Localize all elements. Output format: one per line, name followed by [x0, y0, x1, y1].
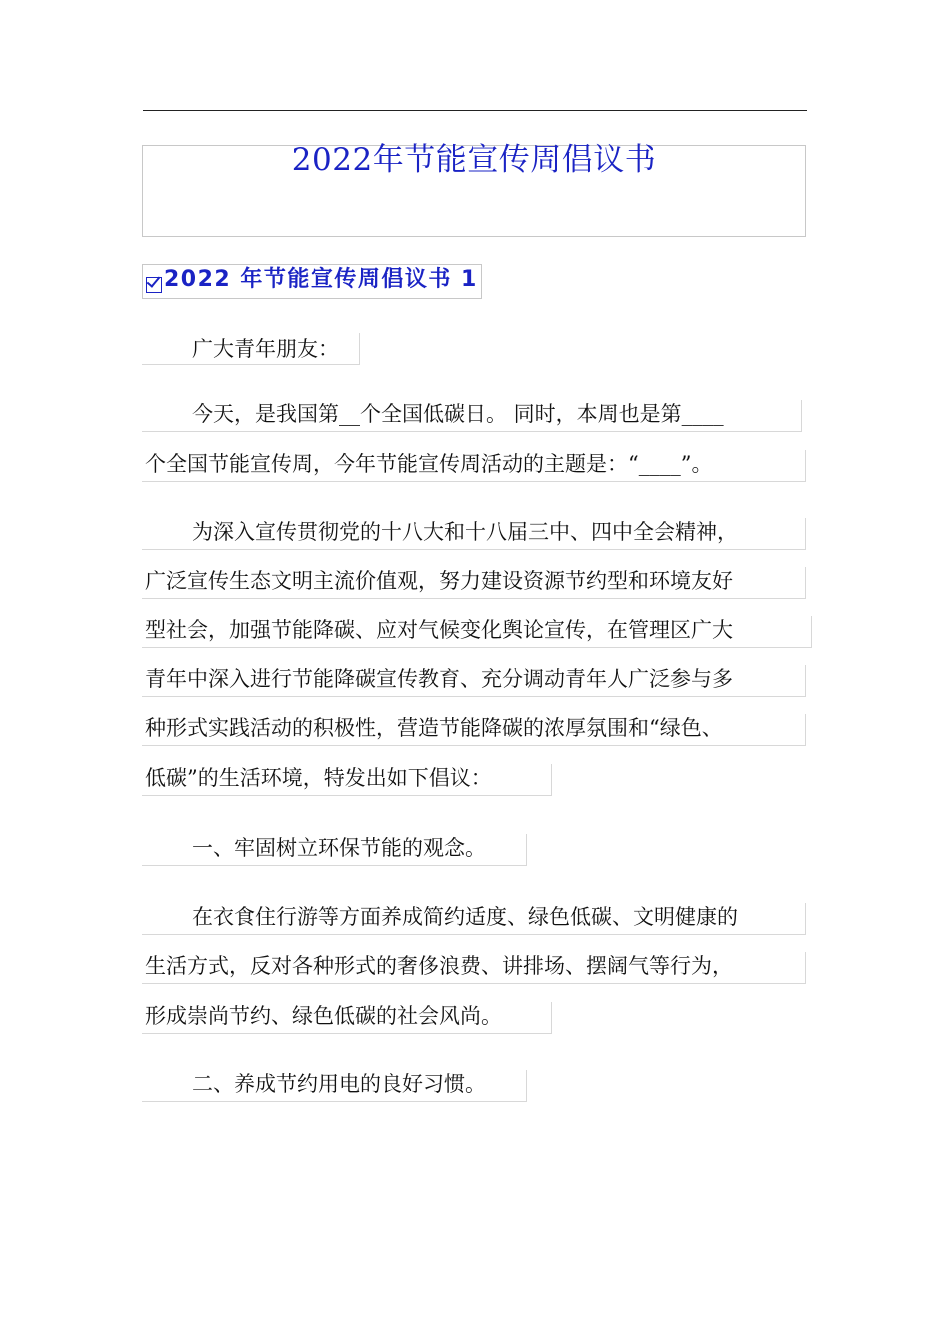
para2-line3: 型社会，加强节能降碳、应对气候变化舆论宣传，在管理区广大 [145, 618, 733, 642]
top-rule [143, 110, 807, 111]
para2-line6: 低碳”的生活环境，特发出如下倡议： [145, 766, 492, 790]
section-heading-text: 2022 年节能宣传周倡议书 1 [164, 267, 478, 292]
para2-line2: 广泛宣传生态文明主流价值观，努力建设资源节约型和环境友好 [145, 569, 733, 593]
section-heading [142, 264, 482, 299]
document-title: 2022年节能宣传周倡议书 [291, 142, 657, 178]
para3-line3: 形成崇尚节约、绿色低碳的社会风尚。 [145, 1004, 502, 1028]
para1-line1: 今天，是我国第__个全国低碳日。 同时，本周也是第____ [192, 402, 724, 426]
para3-line2: 生活方式，反对各种形式的奢侈浪费、讲排场、摆阔气等行为， [145, 954, 733, 978]
para2-line5: 种形式实践活动的积极性，营造节能降碳的浓厚氛围和“绿色、 [145, 716, 723, 740]
para3-line1: 在衣食住行游等方面养成简约适度、绿色低碳、文明健康的 [192, 905, 738, 929]
para2-line4: 青年中深入进行节能降碳宣传教育、充分调动青年人广泛参与多 [145, 667, 733, 691]
para2-line1: 为深入宣传贯彻党的十八大和十八届三中、四中全会精神， [192, 520, 738, 544]
para1-line2: 个全国节能宣传周，今年节能宣传周活动的主题是：“____”。 [145, 452, 713, 476]
point2: 二、养成节约用电的良好习惯。 [192, 1072, 486, 1096]
checkbox-icon [146, 277, 162, 293]
title-box [142, 142, 806, 237]
point1: 一、牢固树立环保节能的观念。 [192, 836, 486, 860]
salutation: 广大青年朋友： [192, 337, 339, 361]
